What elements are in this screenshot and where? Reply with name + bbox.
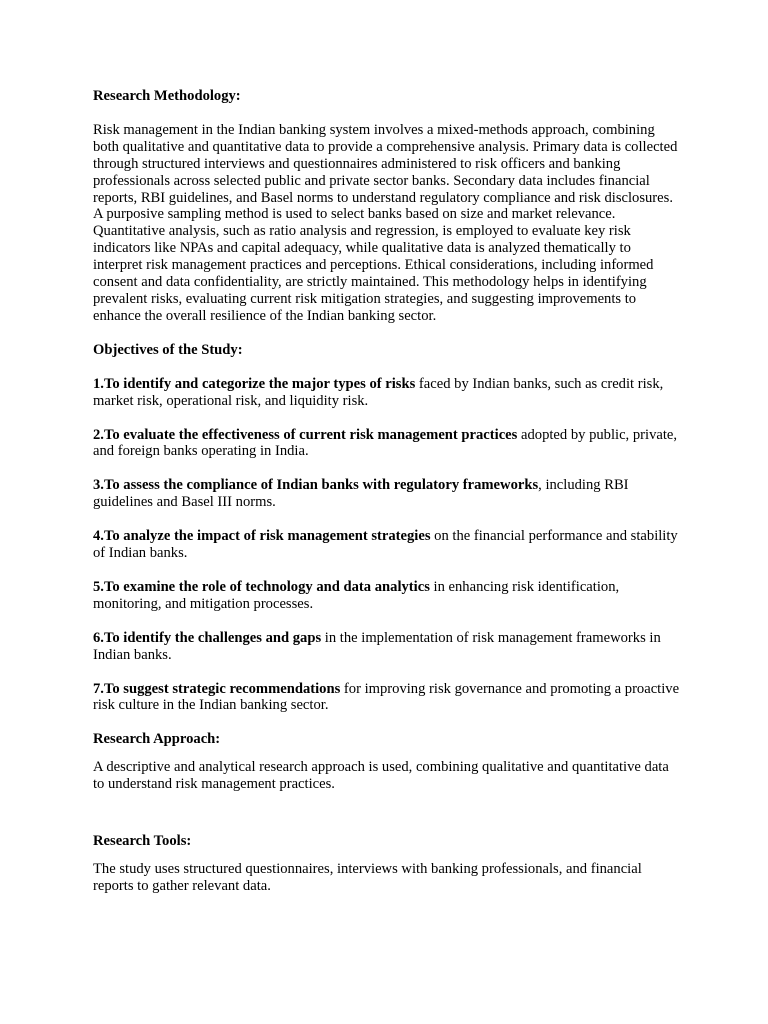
objective-text: adopted by public, private, and foreign banks operating in India. <box>93 426 678 460</box>
objective-text: for improving risk governance and promoting a proactive risk culture in the Indian banking sector. <box>93 680 680 714</box>
objective-text: in the implementation of risk management frameworks in Indian banks. <box>93 629 661 663</box>
objective-item-2 <box>93 427 683 461</box>
objective-lead: 7.To suggest strategic recommendations <box>93 680 341 697</box>
document-page <box>93 88 683 895</box>
objective-item-7 <box>93 681 683 715</box>
methodology-paragraph: Risk management in the Indian banking system involves a mixed-methods approach, combining both qualitative and quantitative data to provide a comprehensive analysis. Primary data is collected through structured interviews and questionnaires administered to risk officers and banking professionals across selected public and private sector banks. Secondary data includes financial reports, RBI guidelines, and Basel norms to understand regulatory compliance and risk disclosures. A purposive sampling method is used to select banks based on size and market relevance. Quantitative analysis, such as ratio analysis and regression, is employed to evaluate key risk indicators like NPAs and capital adequacy, while qualitative data is analyzed thematically to interpret risk management practices and perceptions. Ethical considerations, including informed consent and data confidentiality, are strictly maintained. This methodology helps in identifying prevalent risks, evaluating current risk mitigation strategies, and suggesting improvements to enhance the overall resilience of the Indian banking sector. <box>93 121 678 324</box>
objective-text: faced by Indian banks, such as credit risk, market risk, operational risk, and liquidity risk. <box>93 375 664 409</box>
objective-text: , including RBI guidelines and Basel III norms. <box>93 477 629 511</box>
objective-lead: 2.To evaluate the effectiveness of current risk management practices <box>93 426 518 443</box>
objective-item-3 <box>93 477 683 511</box>
tools-heading: Research Tools: <box>93 833 192 850</box>
objective-lead: 6.To identify the challenges and gaps <box>93 629 322 646</box>
objective-lead: 4.To analyze the impact of risk management strategies <box>93 528 431 545</box>
objectives-heading: Objectives of the Study: <box>93 341 243 358</box>
objective-lead: 1.To identify and categorize the major types of risks <box>93 375 416 392</box>
objective-item-1 <box>93 376 683 410</box>
objective-item-5 <box>93 579 683 613</box>
objective-lead: 3.To assess the compliance of Indian banks with regulatory frameworks <box>93 477 539 494</box>
approach-heading: Research Approach: <box>93 731 221 748</box>
objective-item-6 <box>93 630 683 664</box>
tools-paragraph: The study uses structured questionnaires, interviews with banking professionals, and financial reports to gather relevant data. <box>93 861 642 894</box>
approach-paragraph: A descriptive and analytical research approach is used, combining qualitative and quantitative data to understand risk management practices. <box>93 759 669 793</box>
objective-item-4 <box>93 528 683 562</box>
objective-lead: 5.To examine the role of technology and data analytics <box>93 578 430 595</box>
objective-text: in enhancing risk identification, monitoring, and mitigation processes. <box>93 578 620 612</box>
methodology-heading: Research Methodology: <box>93 88 241 104</box>
objective-text: on the financial performance and stability of Indian banks. <box>93 528 678 562</box>
